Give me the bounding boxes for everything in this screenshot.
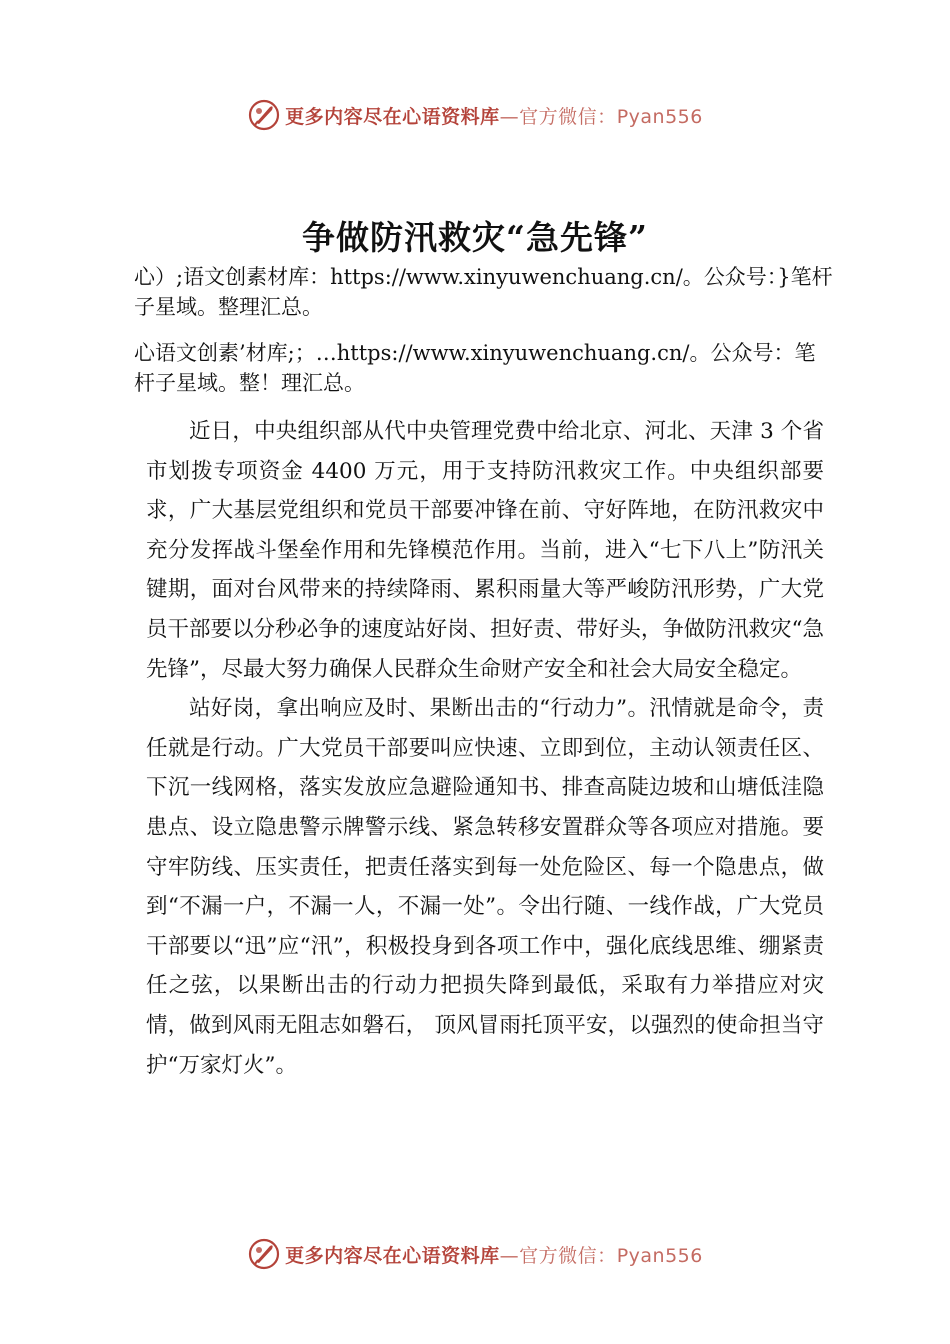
document-title: 争做防汛救灾“急先锋”	[302, 218, 648, 257]
header-banner	[0, 95, 950, 135]
banner-wechat-label: —官方微信：	[499, 105, 617, 128]
banner-site-name: 更多内容尽在心语资料库	[285, 1244, 500, 1267]
source-note-1: 心）;语文创素材库：https://www.xinyuwenchuang.cn/。公众号：}笔杆子星域。整理汇总。	[134, 265, 833, 319]
banner-text	[285, 1241, 703, 1268]
source-note-2: 心语文创素’材库;；…https://www.xinyuwenchuang.cn/。公众号：笔杆子星域。整！理汇总。	[134, 341, 816, 395]
paragraph: 近日，中央组织部从代中央管理党费中给北京、河北、天津 3 个省市划拨专项资金 4400 万元，用于支持防汛救灾工作。中央组织部要求，广大基层党组织和党员干部要冲锋在前、守好阵地，在防汛救灾中充分发挥战斗堡垒作用和先锋模范作用。当前，进入“七下八上”防汛关键期，面对台风带来的持续降雨、累积雨量大等严峻防汛形势，广大党员干部要以分秒必争的速度站好岗、担好责、带好头，争做防汛救灾“急先锋”，尽最大努力确保人民群众生命财产安全和社会大局安全稳定。	[146, 419, 824, 682]
banner-text	[285, 102, 703, 129]
banner-wechat-id: Pyan556	[616, 1244, 703, 1267]
quill-pen-icon	[247, 98, 281, 132]
banner-wechat-label: —官方微信：	[499, 1244, 617, 1267]
footer-banner	[0, 1234, 950, 1274]
banner-wechat-id: Pyan556	[616, 105, 703, 128]
paragraph: 站好岗，拿出响应及时、果断出击的“行动力”。汛情就是命令，责任就是行动。广大党员干部要叫应快速、立即到位，主动认领责任区、下沉一线网格，落实发放应急避险通知书、排查高陡边坡和山塘低洼隐患点、设立隐患警示牌警示线、紧急转移安置群众等各项应对措施。要守牢防线、压实责任，把责任落实到每一处危险区、每一个隐患点，做到“不漏一户，不漏一人，不漏一处”。令出行随、一线作战，广大党员干部要以“迅”应“汛”，积极投身到各项工作中，强化底线思维、绷紧责任之弦，以果断出击的行动力把损失降到最低，采取有力举措应对灾情，做到风雨无阻志如磐石， 顶风冒雨托顶平安，以强烈的使命担当守护“万家灯火”。	[146, 696, 824, 1078]
quill-pen-icon	[247, 1237, 281, 1271]
banner-site-name: 更多内容尽在心语资料库	[285, 105, 500, 128]
article-body	[146, 412, 824, 1085]
